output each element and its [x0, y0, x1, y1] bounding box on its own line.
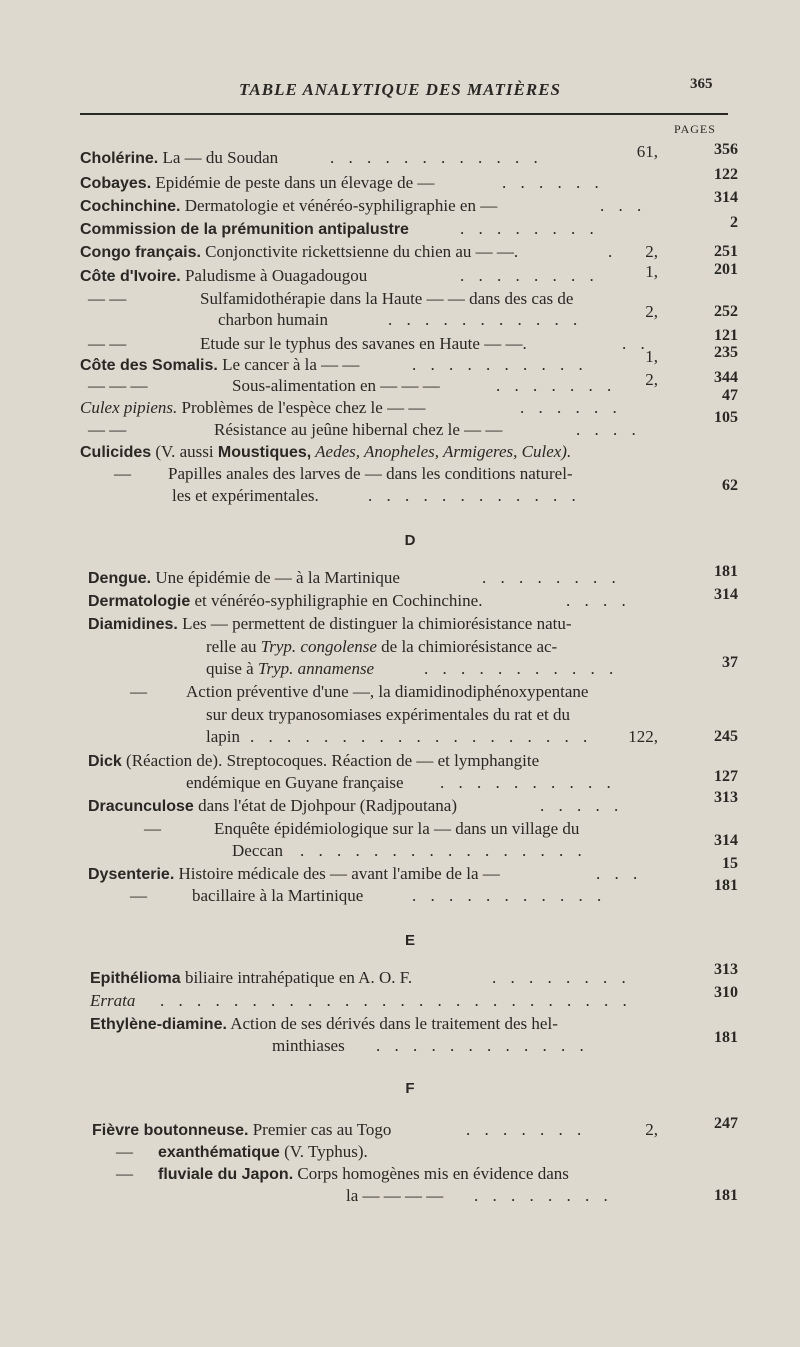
entry-text: Deccan	[232, 841, 283, 860]
leader-dots: . . . . .	[540, 796, 624, 815]
leader-dots: . . . . . . . . . . . .	[330, 148, 543, 167]
entry-heading: Congo français.	[80, 244, 201, 261]
entry-heading: Dick	[88, 753, 122, 770]
entry-text: lapin	[206, 727, 240, 746]
ditto-dash: — —	[88, 334, 127, 353]
entry-text: Conjonctivite rickettsienne du chien au — —.	[205, 242, 519, 261]
entry-text: (V. Typhus).	[284, 1142, 368, 1161]
leader-dots: . . . . . . . . . .	[440, 773, 616, 792]
volume-ref: 2,	[645, 1120, 658, 1139]
page-ref: 245	[714, 728, 738, 745]
entry-heading: Culicides	[80, 444, 152, 461]
leader-dots: . . . . . . . .	[474, 1186, 613, 1205]
leader-dots: . . . . . .	[502, 173, 604, 192]
entry-text: minthiases	[272, 1036, 345, 1055]
volume-ref: 2,	[645, 370, 658, 389]
ditto-dash: —	[130, 682, 147, 701]
entry-heading: Dysenterie.	[88, 866, 175, 883]
volume-ref: 122,	[628, 727, 658, 746]
entry-heading: Dermatologie	[88, 593, 191, 610]
ditto-dash: — —	[88, 289, 127, 308]
page-ref: 314	[714, 189, 738, 206]
entry-text: Epidémie de peste dans un élevage de —	[155, 173, 435, 192]
leader-dots: . . . . . . .	[466, 1120, 587, 1139]
page-ref: 314	[714, 832, 738, 849]
ditto-dash: —	[116, 1164, 133, 1183]
entry-text: Paludisme à Ouagadougou	[184, 266, 368, 285]
page-ref: 181	[714, 1029, 738, 1046]
entry-text: Corps homogènes mis en évidence dans	[297, 1164, 569, 1183]
page-ref: 122	[714, 166, 738, 183]
entry-text: les et expérimentales.	[172, 486, 319, 505]
page-ref: 247	[714, 1115, 738, 1132]
entry-heading: Diamidines.	[88, 616, 178, 633]
entry-text: et vénéréo-syphiligraphie en Cochinchine.	[194, 591, 483, 610]
entry-text: Papilles anales des larves de — dans les conditions naturel-	[168, 464, 573, 483]
entry-heading: Dracunculose	[88, 798, 194, 815]
page-ref: 105	[714, 409, 738, 426]
page-ref: 251	[714, 243, 738, 260]
page-ref: 15	[722, 855, 738, 872]
entry-text: Etude sur le typhus des savanes en Haute — —.	[200, 334, 527, 353]
page-ref: 121	[714, 327, 738, 344]
page-ref: 313	[714, 961, 738, 978]
entry-text: Premier cas au Togo	[252, 1120, 392, 1139]
leader-dots: . . . . . . . . . . . .	[368, 486, 581, 505]
ditto-dash: — — —	[88, 376, 148, 395]
entry-heading: exanthématique	[158, 1144, 280, 1161]
see-also-ref: Moustiques,	[217, 444, 312, 461]
entry-heading: Fièvre boutonneuse.	[92, 1122, 249, 1139]
leader-dots: . . . . . . . .	[482, 568, 621, 587]
species-name: Tryp. congolense	[260, 637, 377, 656]
entry-heading: Epithélioma	[90, 970, 181, 987]
entry-text: quise à	[206, 659, 258, 678]
page-ref: 181	[714, 877, 738, 894]
entry-text: (V. aussi	[155, 442, 218, 461]
entry-text: bacillaire à la Martinique	[192, 886, 364, 905]
section-letter-d: D	[404, 532, 416, 549]
entry-text: de la chimiorésistance ac-	[376, 637, 558, 656]
volume-ref: 61,	[636, 142, 658, 161]
entry-text: dans l'état de Djohpour (Radjpoutana)	[198, 796, 457, 815]
ditto-dash: — —	[88, 420, 127, 439]
entry-text: sur deux trypanosomiases expérimentales du rat et du	[206, 705, 570, 724]
entry-text: Sous-alimentation en — — —	[232, 376, 440, 395]
entry-text: Histoire médicale des — avant l'amibe de la —	[178, 864, 500, 883]
entry-text: Action de ses dérivés dans le traitement des hel-	[230, 1014, 558, 1033]
page-ref: 127	[714, 768, 738, 785]
page-ref: 62	[722, 477, 738, 494]
page-ref: 313	[714, 789, 738, 806]
section-letter-f: F	[405, 1080, 415, 1097]
entry-text: Action préventive d'une —, la diamidinodiphénoxypentane	[186, 682, 589, 701]
page-ref: 2	[730, 214, 738, 231]
pages-column-label: PAGES	[674, 122, 716, 136]
leader-dots: . . . . . . . . . . . . . . . . . . . . . . . . . .	[160, 991, 632, 1010]
entry-text: endémique en Guyane française	[186, 773, 404, 792]
page-ref: 344	[714, 369, 738, 386]
entry-heading: Ethylène-diamine.	[90, 1016, 227, 1033]
page-ref: 356	[714, 141, 738, 158]
running-header-title: TABLE ANALYTIQUE DES MATIÈRES	[238, 80, 561, 99]
leader-dots: . . .	[596, 864, 643, 883]
entry-text: Sulfamidothérapie dans la Haute — — dans des cas de	[200, 289, 574, 308]
leader-dots: . . . . . . . . . . . .	[376, 1036, 589, 1055]
page-ref: 252	[714, 303, 738, 320]
leader-dots: . . . . . .	[520, 398, 622, 417]
entry-heading: Cobayes.	[80, 175, 152, 192]
leader-dots: . . . . . . . .	[460, 266, 599, 285]
entry-heading: Côte des Somalis.	[80, 357, 218, 374]
leader-dots: . . . . . . . . . .	[412, 355, 588, 374]
volume-ref: 1,	[645, 347, 658, 366]
leader-dots: . . . . . . .	[496, 376, 617, 395]
volume-ref: 2,	[645, 242, 658, 261]
ditto-dash: —	[116, 1142, 133, 1161]
leader-dots: . . . . . . . . . . .	[412, 886, 607, 905]
entry-text: charbon humain	[218, 310, 328, 329]
leader-dots: . . . .	[576, 420, 641, 439]
entry-text: Enquête épidémiologique sur la — dans un village du	[214, 819, 580, 838]
page-ref: 47	[722, 387, 738, 404]
entry-text: Dermatologie et vénéréo-syphiligraphie en —	[184, 196, 498, 215]
entry-heading: Commission de la prémunition antipalustre	[80, 221, 409, 238]
leader-dots: .	[608, 242, 618, 261]
leader-dots: . . . . . . . . . . .	[424, 659, 619, 678]
ditto-dash: —	[144, 819, 161, 838]
leader-dots: . . . . . . . .	[460, 219, 599, 238]
page-ref: 37	[722, 654, 738, 671]
page-ref: 181	[714, 1187, 738, 1204]
page-number: 365	[690, 76, 713, 92]
header-rule	[80, 113, 728, 115]
entry-heading: Culex pipiens.	[80, 398, 178, 417]
ditto-dash: —	[114, 464, 131, 483]
page-ref: 201	[714, 261, 738, 278]
volume-ref: 2,	[645, 302, 658, 321]
leader-dots: . . . .	[566, 591, 631, 610]
entry-text: relle au	[206, 637, 261, 656]
entry-text: Une épidémie de — à la Martinique	[155, 568, 400, 587]
leader-dots: . . . . . . . . . . . . . . . . . . .	[250, 727, 593, 746]
entry-heading: Errata	[90, 991, 136, 1010]
genera-list: Aedes, Anopheles, Armigeres, Culex).	[311, 442, 572, 461]
page-ref: 235	[714, 344, 738, 361]
ditto-dash: —	[130, 886, 147, 905]
entry-text: Le cancer à la — —	[222, 355, 360, 374]
page-ref: 310	[714, 984, 738, 1001]
entry-heading: Dengue.	[88, 570, 152, 587]
page-ref: 181	[714, 563, 738, 580]
entry-text: Problèmes de l'espèce chez le — —	[181, 398, 426, 417]
entry-text: biliaire intrahépatique en A. O. F.	[184, 968, 413, 987]
volume-ref: 1,	[645, 262, 658, 281]
entry-text: la — — — —	[346, 1186, 444, 1205]
entry-text: (Réaction de). Streptocoques. Réaction de — et lymphangite	[126, 751, 540, 770]
entry-text: La — du Soudan	[162, 148, 279, 167]
entry-text: Les — permettent de distinguer la chimiorésistance natu-	[182, 614, 572, 633]
leader-dots: . . . . . . . . . . .	[388, 310, 583, 329]
entry-heading: Cochinchine.	[80, 198, 181, 215]
page-ref: 314	[714, 586, 738, 603]
leader-dots: . . . . . . . . . . . . . . . .	[300, 841, 587, 860]
entry-heading: Côte d'Ivoire.	[80, 268, 181, 285]
entry-heading: fluviale du Japon.	[158, 1166, 294, 1183]
section-letter-e: E	[404, 932, 415, 949]
leader-dots: . .	[622, 334, 650, 353]
entry-heading: Cholérine.	[80, 150, 159, 167]
leader-dots: . . . . . . . .	[492, 968, 631, 987]
leader-dots: . . .	[600, 196, 647, 215]
species-name: Tryp. annamense	[257, 659, 375, 678]
entry-text: Résistance au jeûne hibernal chez le — —	[214, 420, 503, 439]
